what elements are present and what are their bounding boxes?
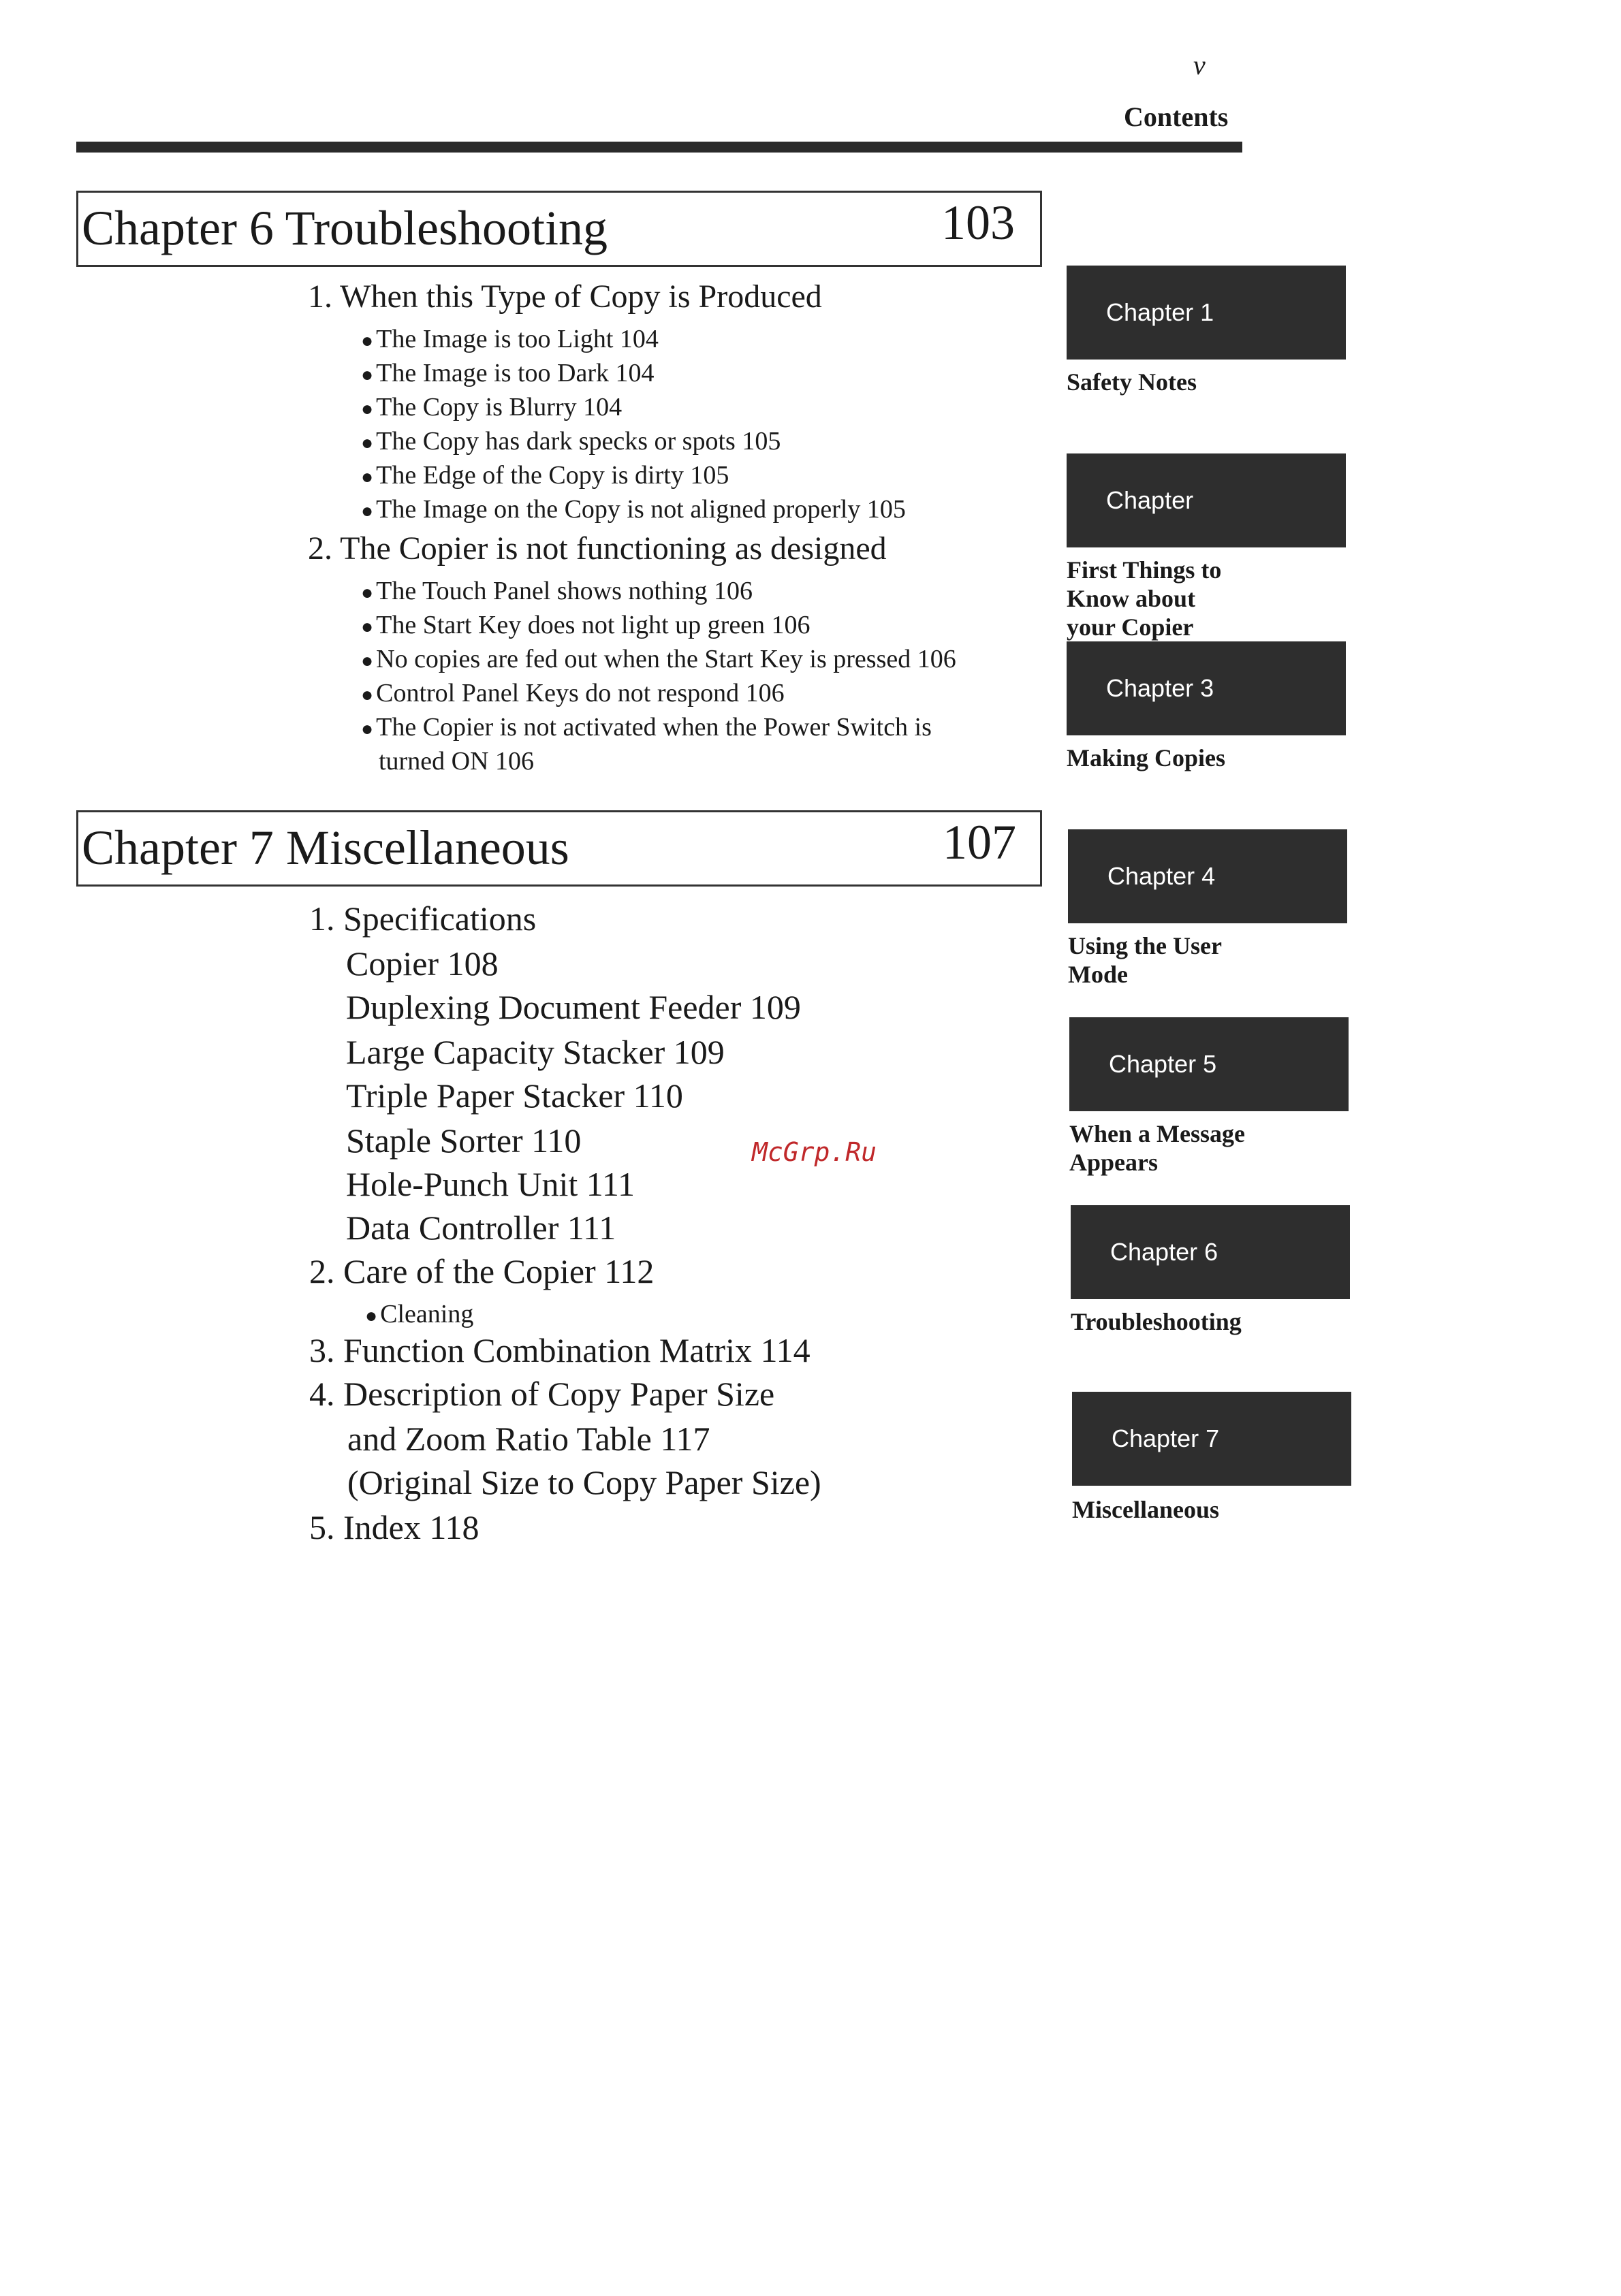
chapter-tab-3[interactable] <box>1067 641 1346 735</box>
chapter7-title[interactable]: Chapter 7 Miscellaneous <box>82 820 569 875</box>
bullet-dot: ● <box>361 581 374 604</box>
bullet-text: Cleaning <box>380 1300 474 1328</box>
caption-line: Mode <box>1068 961 1128 988</box>
chapter-tab-label: Chapter <box>1106 486 1194 514</box>
bullet-dot: ● <box>361 398 374 420</box>
bullet-text: The Edge of the Copy is dirty 105 <box>376 461 729 490</box>
bullet-dot: ● <box>361 650 374 672</box>
chapter-tab-4-caption <box>1068 931 1222 989</box>
chapter6-title[interactable]: Chapter 6 Troubleshooting <box>82 201 608 255</box>
ch7-line-zoom-ratio-table[interactable]: and Zoom Ratio Table 117 <box>347 1420 710 1458</box>
bullet-text: The Copy is Blurry 104 <box>376 393 623 421</box>
chapter-tab-label: Chapter 4 <box>1107 862 1216 890</box>
bullet-text: The Image is too Light 104 <box>376 325 659 353</box>
caption-line: Appears <box>1069 1149 1159 1176</box>
chapter7-page: 107 <box>943 815 1016 870</box>
page-number: v <box>1193 50 1206 80</box>
watermark: McGrp.Ru <box>752 1137 877 1167</box>
ch7-line-staple-sorter[interactable]: Staple Sorter 110 <box>346 1121 582 1160</box>
bullet-dot: ● <box>361 364 374 386</box>
ch7-line-duplexing-feeder[interactable]: Duplexing Document Feeder 109 <box>346 988 801 1026</box>
caption-line: Miscellaneous <box>1072 1496 1219 1523</box>
header-contents-label: Contents <box>1124 101 1229 132</box>
chapter-tab-label: Chapter 1 <box>1106 298 1214 326</box>
bullet-text: The Copier is not activated when the Power Switch is <box>376 713 932 742</box>
chapter-tab-2-caption <box>1067 556 1221 641</box>
chapter-tab-7-caption <box>1072 1495 1219 1524</box>
chapter-tab-4[interactable] <box>1068 829 1347 923</box>
caption-line: Using the User <box>1068 932 1222 959</box>
bullet-text: The Image on the Copy is not aligned properly 105 <box>376 495 906 524</box>
chapter-tab-3-caption <box>1067 744 1225 772</box>
bullet-dot: ● <box>361 466 374 488</box>
ch6-s1-bullet-6[interactable] <box>361 494 906 524</box>
bullet-dot: ● <box>361 718 374 740</box>
bullet-text: No copies are fed out when the Start Key is pressed 106 <box>376 645 956 673</box>
chapter-tab-6[interactable] <box>1071 1205 1350 1299</box>
bullet-dot: ● <box>365 1305 378 1327</box>
chapter6-page: 103 <box>941 195 1015 250</box>
chapter-tab-label: Chapter 6 <box>1110 1238 1218 1266</box>
bullet-dot: ● <box>361 616 374 638</box>
ch7-bullet-cleaning[interactable] <box>365 1299 473 1329</box>
ch6-s1-bullet-2[interactable] <box>361 358 655 388</box>
chapter-tab-6-caption <box>1071 1307 1242 1336</box>
caption-line: Making Copies <box>1067 744 1226 771</box>
ch6-s2-bullet-1[interactable] <box>361 576 753 606</box>
ch6-section-2[interactable]: 2. The Copier is not functioning as designed <box>308 530 887 567</box>
ch6-s2-bullet-3[interactable] <box>361 644 956 674</box>
ch6-s1-bullet-1[interactable] <box>361 324 659 354</box>
chapter-tab-7[interactable] <box>1072 1392 1351 1486</box>
ch7-line-function-matrix[interactable]: 3. Function Combination Matrix 114 <box>309 1331 810 1369</box>
bullet-text: The Start Key does not light up green 106 <box>376 611 810 639</box>
ch7-line-care-of-copier[interactable]: 2. Care of the Copier 112 <box>309 1252 655 1290</box>
chapter-tab-label: Chapter 3 <box>1106 674 1214 702</box>
chapter-tab-5[interactable] <box>1069 1017 1349 1111</box>
ch6-s2-bullet-4[interactable] <box>361 678 785 708</box>
caption-line: Troubleshooting <box>1071 1308 1242 1335</box>
bullet-text: The Copy has dark specks or spots 105 <box>376 427 781 456</box>
bullet-text: Control Panel Keys do not respond 106 <box>376 679 785 707</box>
ch7-line-hole-punch-unit[interactable]: Hole-Punch Unit 111 <box>346 1165 635 1203</box>
bullet-dot: ● <box>361 500 374 522</box>
bullet-dot: ● <box>361 330 374 352</box>
ch6-s1-bullet-4[interactable] <box>361 426 781 456</box>
caption-line: When a Message <box>1069 1120 1245 1147</box>
ch7-line-original-size[interactable]: (Original Size to Copy Paper Size) <box>347 1463 821 1501</box>
ch7-line-paper-size-desc[interactable]: 4. Description of Copy Paper Size <box>309 1375 775 1413</box>
chapter-tab-label: Chapter 7 <box>1112 1424 1220 1452</box>
chapter-tab-label: Chapter 5 <box>1109 1050 1217 1078</box>
caption-line: First Things to <box>1067 556 1222 584</box>
ch6-s1-bullet-5[interactable] <box>361 460 729 490</box>
ch7-line-data-controller[interactable]: Data Controller 111 <box>346 1209 616 1247</box>
chapter-tab-2[interactable] <box>1067 453 1346 547</box>
ch7-line-triple-paper-stacker[interactable]: Triple Paper Stacker 110 <box>346 1077 683 1115</box>
header-rule <box>76 142 1242 153</box>
ch6-s1-bullet-3[interactable] <box>361 392 622 422</box>
bullet-dot: ● <box>361 432 374 454</box>
chapter-tab-1[interactable] <box>1067 266 1346 360</box>
ch6-section-1[interactable]: 1. When this Type of Copy is Produced <box>308 278 822 315</box>
caption-line: Safety Notes <box>1067 368 1197 396</box>
caption-line: Know about <box>1067 585 1196 612</box>
ch7-line-index[interactable]: 5. Index 118 <box>309 1508 479 1546</box>
ch7-line-copier[interactable]: Copier 108 <box>346 944 499 983</box>
ch7-line-specifications[interactable]: 1. Specifications <box>309 899 537 938</box>
chapter-tab-5-caption <box>1069 1119 1245 1177</box>
ch6-s2-bullet-5-cont[interactable]: turned ON 106 <box>379 747 534 776</box>
bullet-text: The Image is too Dark 104 <box>376 359 655 387</box>
ch7-line-large-capacity-stacker[interactable]: Large Capacity Stacker 109 <box>346 1033 725 1071</box>
chapter-tab-1-caption <box>1067 368 1197 396</box>
ch6-s2-bullet-2[interactable] <box>361 610 810 640</box>
bullet-dot: ● <box>361 684 374 706</box>
caption-line: your Copier <box>1067 613 1194 641</box>
bullet-text: The Touch Panel shows nothing 106 <box>376 577 753 605</box>
ch6-s2-bullet-5[interactable] <box>361 712 932 742</box>
